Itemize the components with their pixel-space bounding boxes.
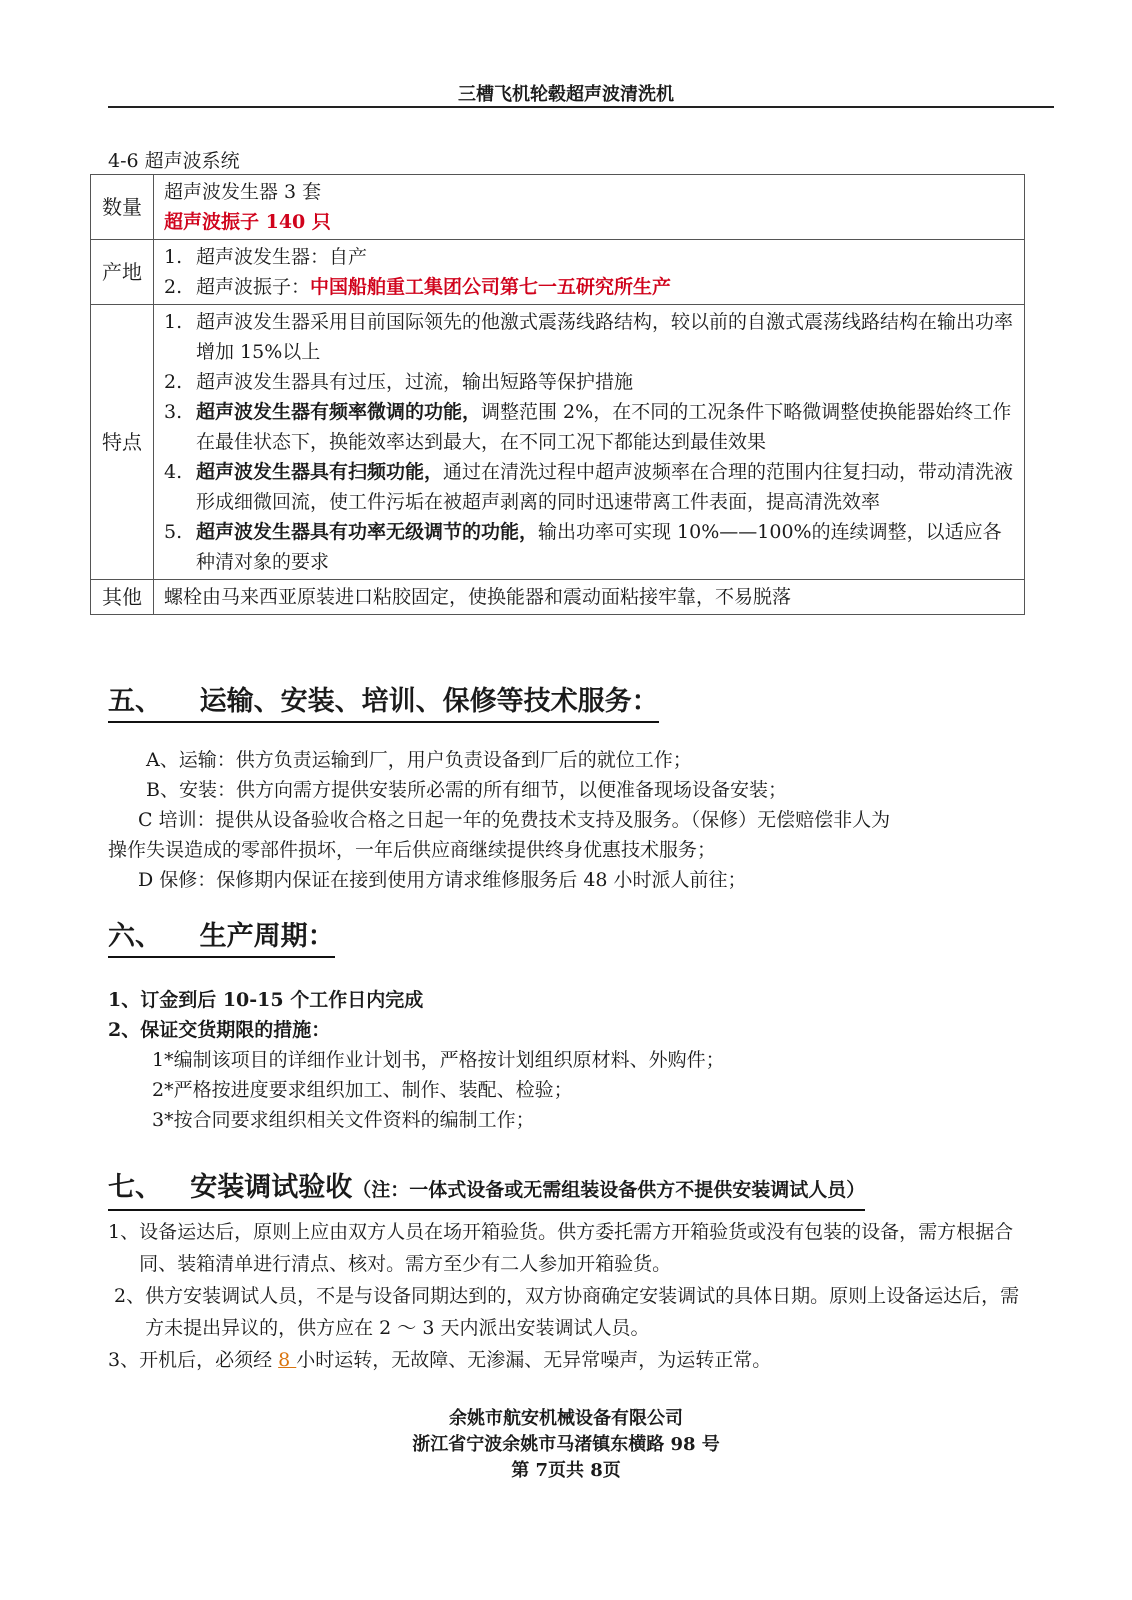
feature-text bbox=[196, 517, 1014, 577]
list-item bbox=[164, 367, 1014, 397]
item-number: 4. bbox=[164, 461, 183, 483]
feature-text bbox=[196, 367, 1014, 397]
feature-body: 通过在清洗过程中超声波频率在合理的范围内往复扫动，带动清洗液形成细微回流，使工件污垢在被超声剥离的同时迅速带离工件表面，提高清洗效率 bbox=[196, 461, 1014, 513]
acceptance-text bbox=[139, 1344, 1038, 1376]
feature-bold: 超声波发生器具有功率无级调节的功能， bbox=[196, 521, 539, 543]
item-number: 2. bbox=[164, 276, 183, 298]
feature-body: 超声波发生器具有过压，过流，输出短路等保护措施 bbox=[196, 371, 634, 393]
acceptance-text: 供方安装调试人员，不是与设备同期达到的，双方协商确定安装调试的具体日期。原则上设备运达后，需方未提出异议的，供方应在 2 ～ 3 天内派出安装调试人员。 bbox=[145, 1285, 1020, 1339]
item-number: 5. bbox=[164, 521, 183, 543]
feature-text bbox=[196, 397, 1014, 457]
table-row-origin bbox=[91, 240, 1025, 305]
row-label-other: 其他 bbox=[91, 580, 154, 615]
ultrasonic-spec-table bbox=[90, 174, 1025, 615]
feature-text bbox=[196, 457, 1014, 517]
quantity-transducers: 超声波振子 140 只 bbox=[164, 211, 331, 233]
footer-address: 浙江省宁波余姚市马渚镇东横路 98 号 bbox=[412, 1434, 720, 1455]
acceptance-item-1 bbox=[108, 1216, 1038, 1280]
feature-body: 输出功率可实现 10%——100%的连续调整，以适应各种清对象的要求 bbox=[196, 521, 1002, 573]
item-number: 2. bbox=[164, 371, 183, 393]
feature-bold: 超声波发生器具有扫频功能， bbox=[196, 461, 444, 483]
list-item bbox=[164, 242, 1014, 272]
service-warranty: D 保修：保修期内保证在接到使用方请求维修服务后 48 小时派人前往； bbox=[138, 869, 747, 891]
origin-generator: 超声波发生器：自产 bbox=[196, 246, 368, 268]
header-divider bbox=[108, 106, 1054, 108]
item-number: 1. bbox=[164, 246, 183, 268]
section-7-note: （注：一体式设备或无需组装设备供方不提供安装调试人员） bbox=[352, 1179, 866, 1201]
feature-text bbox=[196, 307, 1014, 367]
footer-company: 余姚市航安机械设备有限公司 bbox=[449, 1408, 683, 1429]
origin-transducer-maker: 中国船舶重工集团公司第七一五研究所生产 bbox=[310, 276, 672, 298]
item-number: 3. bbox=[164, 401, 183, 423]
acceptance-item-2 bbox=[108, 1280, 1038, 1344]
other-cell: 螺栓由马来西亚原装进口粘胶固定，使换能器和震动面粘接牢靠，不易脱落 bbox=[154, 580, 1025, 615]
section-6-heading: 六、 生产周期： bbox=[108, 920, 335, 958]
item-number: 3、 bbox=[108, 1349, 140, 1371]
acceptance-text-end: 小时运转，无故障、无渗漏、无异常噪声，为运转正常。 bbox=[296, 1349, 772, 1371]
section-7-title: 七、 安装调试验收 bbox=[108, 1172, 353, 1203]
service-installation: B、安装：供方向需方提供安装所必需的所有细节，以便准备现场设备安装； bbox=[146, 779, 787, 801]
acceptance-item-3 bbox=[108, 1344, 1038, 1376]
table-row-features bbox=[91, 305, 1025, 580]
service-transport: A、运输：供方负责运输到厂，用户负责设备到厂后的就位工作； bbox=[146, 749, 692, 771]
row-label-quantity: 数量 bbox=[91, 175, 154, 240]
page-header-title: 三槽飞机轮毂超声波清洗机 bbox=[458, 84, 674, 105]
item-number: 1、 bbox=[108, 1221, 140, 1243]
production-item-1: 1、订金到后 10-15 个工作日内完成 bbox=[108, 989, 424, 1011]
production-measure-2: 2*严格按进度要求组织加工、制作、装配、检验； bbox=[152, 1079, 573, 1101]
origin-transducer bbox=[196, 272, 1014, 302]
production-measure-3: 3*按合同要求组织相关文件资料的编制工作； bbox=[152, 1109, 535, 1131]
origin-transducer-label: 超声波振子： bbox=[196, 276, 311, 298]
acceptance-text-start: 开机后，必须经 bbox=[139, 1349, 279, 1371]
acceptance-text: 设备运达后，原则上应由双方人员在场开箱验货。供方委托需方开箱验货或没有包装的设备，需方根据合同、装箱清单进行清点、核对。需方至少有二人参加开箱验货。 bbox=[139, 1221, 1014, 1275]
service-training-line2: 操作失误造成的零部件损坏，一年后供应商继续提供终身优惠技术服务； bbox=[108, 839, 717, 861]
section-4-6-caption: 4-6 超声波系统 bbox=[108, 150, 240, 172]
production-item-2: 2、保证交货期限的措施： bbox=[108, 1019, 331, 1041]
item-number: 1. bbox=[164, 311, 183, 333]
production-measure-1: 1*编制该项目的详细作业计划书，严格按计划组织原材料、外购件； bbox=[152, 1049, 725, 1071]
row-label-origin: 产地 bbox=[91, 240, 154, 305]
feature-bold: 超声波发生器有频率微调的功能， bbox=[196, 401, 482, 423]
run-hours: 8 bbox=[278, 1349, 297, 1371]
section-5-heading: 五、 运输、安装、培训、保修等技术服务： bbox=[108, 685, 659, 723]
quantity-cell bbox=[154, 175, 1025, 240]
list-item bbox=[164, 517, 1014, 577]
feature-body: 超声波发生器采用目前国际领先的他激式震荡线路结构，较以前的自激式震荡线路结构在输出功率增加 15%以上 bbox=[196, 311, 1014, 363]
list-item bbox=[164, 457, 1014, 517]
quantity-generators: 超声波发生器 3 套 bbox=[164, 181, 322, 203]
table-row-other bbox=[91, 580, 1025, 615]
list-item bbox=[164, 307, 1014, 367]
features-cell bbox=[154, 305, 1025, 580]
service-training-line1: C 培训：提供从设备验收合格之日起一年的免费技术支持及服务。（保修）无偿赔偿非人为 bbox=[138, 809, 891, 831]
list-item bbox=[164, 397, 1014, 457]
row-label-features: 特点 bbox=[91, 305, 154, 580]
table-row-quantity bbox=[91, 175, 1025, 240]
section-7-heading bbox=[108, 1171, 865, 1211]
origin-cell bbox=[154, 240, 1025, 305]
feature-body: 调整范围 2%，在不同的工况条件下略微调整使换能器始终工作在最佳状态下，换能效率达到最大，在不同工况下都能达到最佳效果 bbox=[196, 401, 1012, 453]
list-item bbox=[164, 272, 1014, 302]
footer-page-number: 第 7页共 8页 bbox=[511, 1460, 621, 1481]
item-number: 2、 bbox=[108, 1285, 146, 1307]
